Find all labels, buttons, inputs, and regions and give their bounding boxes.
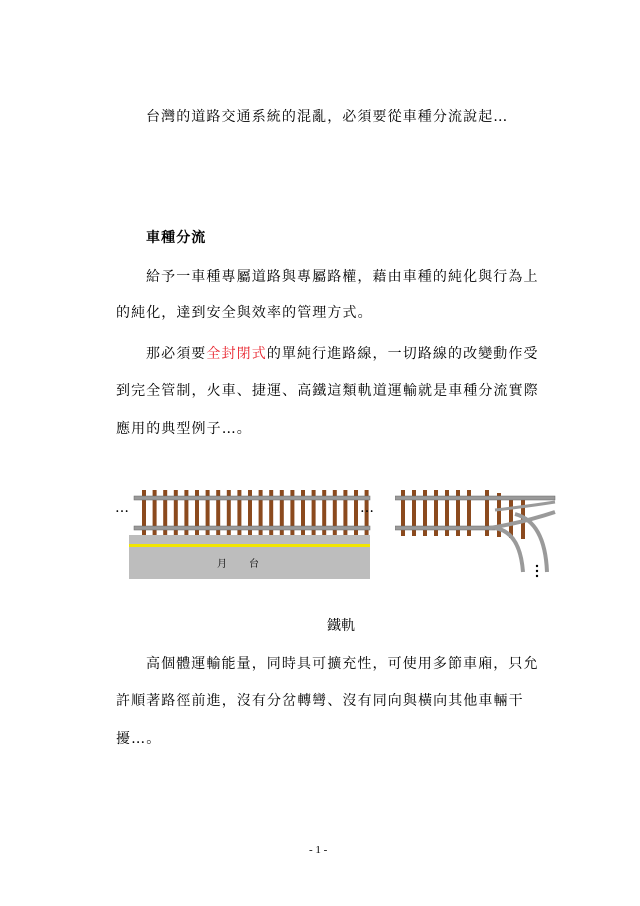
para3-line2: 許順著路徑前進，沒有分岔轉彎、沒有同向與橫向其他車輛干 [116, 693, 524, 709]
figure-caption: 鐵軌 [327, 618, 355, 634]
rail [395, 496, 555, 500]
para3-line3: 擾…。 [116, 731, 162, 747]
ellipsis-left: … [115, 500, 131, 516]
page-number: - 1 - [309, 844, 328, 856]
ellipsis-mid: … [360, 500, 376, 516]
para2-text: 的單純行進路線，一切路線的改變動作受 [266, 346, 539, 362]
para1-line2: 的純化，達到安全與效率的管理方式。 [116, 305, 373, 321]
intro-text: 台灣的道路交通系統的混亂，必須要從車種分流說起… [146, 109, 509, 125]
para2-line1 [146, 343, 539, 363]
ellipsis-dot [536, 575, 538, 577]
para1-line1: 給予一車種專屬道路與專屬路權，藉由車種的純化與行為上 [146, 269, 539, 285]
para2-line2: 到完全管制，火車、捷運、高鐵這類軌道運輸就是車種分流實際 [116, 383, 539, 399]
para3-line1: 高個體運輸能量，同時具可擴充性，可使用多節車廂，只允 [146, 656, 539, 672]
section-heading: 車種分流 [146, 230, 207, 246]
platform-safety-line [129, 544, 370, 547]
rail-tie [509, 496, 513, 538]
rail [134, 496, 370, 500]
rail [134, 526, 370, 530]
para2-text: 那必須要 [146, 346, 207, 362]
ellipsis-dot [536, 565, 538, 567]
platform-label: 月台 [217, 559, 281, 570]
rail [395, 526, 495, 530]
emphasis-text: 全封閉式 [206, 346, 267, 362]
branch-track-figure [395, 482, 565, 582]
ellipsis-dot [536, 570, 538, 572]
para2-line3: 應用的典型例子…。 [116, 421, 252, 437]
